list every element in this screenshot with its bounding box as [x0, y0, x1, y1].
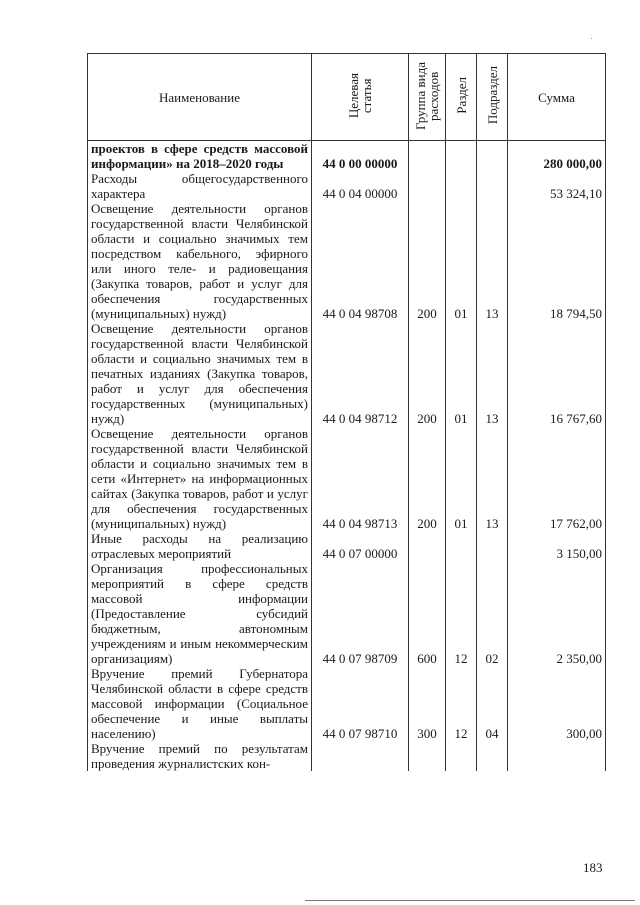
bottom-rule	[305, 900, 635, 901]
cell-group: 200	[409, 201, 446, 321]
cell-sum: 18 794,50	[508, 201, 606, 321]
header-name: Наименование	[88, 54, 312, 141]
table-row	[88, 426, 606, 531]
table-body	[88, 141, 606, 772]
table-row	[88, 321, 606, 426]
cell-target: 44 0 04 00000	[312, 171, 409, 201]
cell-subsection: 04	[477, 666, 508, 741]
corner-mark: ·	[590, 34, 594, 45]
cell-sum: 17 762,00	[508, 426, 606, 531]
cell-group: 200	[409, 426, 446, 531]
cell-name: проектов в сфере средств массовой информации» на 2018–2020 годы	[88, 141, 312, 172]
cell-group	[409, 741, 446, 771]
cell-subsection	[477, 741, 508, 771]
cell-section	[446, 171, 477, 201]
cell-target: 44 0 07 98709	[312, 561, 409, 666]
page-number: 183	[583, 860, 603, 875]
cell-group: 200	[409, 321, 446, 426]
table-row	[88, 141, 606, 172]
cell-target: 44 0 00 00000	[312, 141, 409, 172]
table-row	[88, 201, 606, 321]
header-group: Группа вида расходов	[409, 54, 446, 141]
table-row	[88, 171, 606, 201]
cell-name: Вручение премий по результатам проведения журналистских кон-	[88, 741, 312, 771]
cell-target: 44 0 04 98708	[312, 201, 409, 321]
cell-sum: 16 767,60	[508, 321, 606, 426]
header-sum: Сумма	[508, 54, 606, 141]
cell-sum: 300,00	[508, 666, 606, 741]
table-row	[88, 741, 606, 771]
cell-subsection	[477, 171, 508, 201]
cell-sum: 3 150,00	[508, 531, 606, 561]
cell-name: Вручение премий Губернатора Челябинской области в сфере средств массовой информации (Социальное обеспечение и иные выплаты населению)	[88, 666, 312, 741]
cell-subsection	[477, 531, 508, 561]
cell-name: Освещение деятельности органов государственной власти Челябинской области и социально значимых тем в печатных изданиях (Закупка товаров, работ и услуг для обеспечения государственных (муниципальных) нужд)	[88, 321, 312, 426]
cell-name: Освещение деятельности органов государственной власти Челябинской области и социально значимых тем в сети «Интернет» на информационных сайтах (Закупка товаров, работ и услуг для обеспечения государственных (муниципальных) нужд)	[88, 426, 312, 531]
cell-section: 01	[446, 426, 477, 531]
cell-group	[409, 171, 446, 201]
cell-group: 300	[409, 666, 446, 741]
cell-group	[409, 531, 446, 561]
table-row	[88, 666, 606, 741]
table-header-row	[88, 54, 606, 141]
cell-name: Иные расходы на реализацию отраслевых мероприятий	[88, 531, 312, 561]
cell-target: 44 0 04 98713	[312, 426, 409, 531]
cell-subsection	[477, 141, 508, 172]
cell-target: 44 0 07 00000	[312, 531, 409, 561]
budget-table	[87, 53, 606, 771]
cell-group	[409, 141, 446, 172]
cell-section	[446, 531, 477, 561]
cell-name: Расходы общегосударственного характера	[88, 171, 312, 201]
cell-target: 44 0 04 98712	[312, 321, 409, 426]
header-subsection: Подраздел	[477, 54, 508, 141]
cell-section: 12	[446, 666, 477, 741]
cell-section	[446, 741, 477, 771]
cell-subsection: 02	[477, 561, 508, 666]
header-section: Раздел	[446, 54, 477, 141]
table-row	[88, 531, 606, 561]
cell-sum: 2 350,00	[508, 561, 606, 666]
cell-sum: 53 324,10	[508, 171, 606, 201]
cell-subsection: 13	[477, 426, 508, 531]
cell-subsection: 13	[477, 321, 508, 426]
cell-section: 01	[446, 201, 477, 321]
cell-target: 44 0 07 98710	[312, 666, 409, 741]
cell-sum	[508, 741, 606, 771]
table-row	[88, 561, 606, 666]
cell-name: Освещение деятельности органов государственной власти Челябинской области и социально значимых тем посредством кабельного, эфирного или иного теле- и радиовещания (Закупка товаров, работ и услуг для обеспечения государственных (муниципальных) нужд)	[88, 201, 312, 321]
cell-section	[446, 141, 477, 172]
cell-group: 600	[409, 561, 446, 666]
cell-target	[312, 741, 409, 771]
header-target: Целевая статья	[312, 54, 409, 141]
cell-section: 01	[446, 321, 477, 426]
cell-name: Организация профессиональных мероприятий в сфере средств массовой информации (Предоставление субсидий бюджетным, автономным учреждениям и иным некоммерческим организациям)	[88, 561, 312, 666]
cell-section: 12	[446, 561, 477, 666]
cell-subsection: 13	[477, 201, 508, 321]
cell-sum: 280 000,00	[508, 141, 606, 172]
